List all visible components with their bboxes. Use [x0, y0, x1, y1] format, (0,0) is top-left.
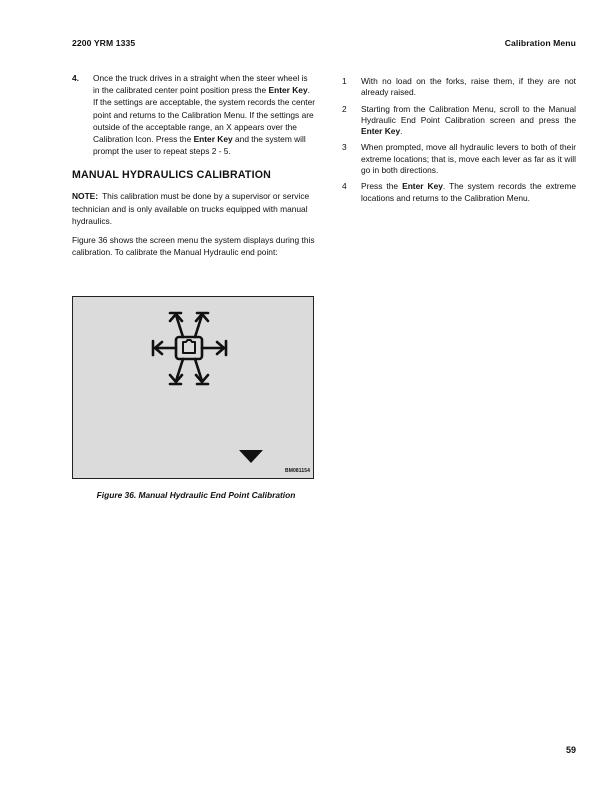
step-number: 2	[342, 103, 347, 114]
enter-key-label: Enter Key	[268, 85, 308, 96]
enter-key-label: Enter Key	[402, 181, 443, 192]
note-label: NOTE:	[72, 191, 99, 202]
figure-caption: Figure 36. Manual Hydraulic End Point Calibration	[96, 490, 296, 500]
procedure-step-2	[340, 104, 576, 138]
enter-key-label: Enter Key	[193, 134, 233, 145]
note-paragraph	[72, 190, 316, 227]
step-text: Once the truck drives in a straight when the steer wheel is in the calibrated center point position press the	[93, 73, 308, 96]
procedure-step-1	[340, 76, 576, 99]
intro-paragraph: Figure 36 shows the screen menu the system displays during this calibration. To calibrate the Manual Hydraulic end point:	[72, 235, 315, 258]
hydraulic-lever-directions-icon	[150, 309, 230, 387]
step-text: With no load on the forks, raise them, if they are not already raised.	[361, 76, 576, 98]
step-text: Starting from the Calibration Menu, scroll to the Manual Hydraulic End Point Calibration screen and press the	[361, 103, 576, 125]
note-text: This calibration must be done by a supervisor or service technician and is only available on trucks equipped with manual hydraulics.	[72, 191, 310, 226]
right-column	[340, 76, 576, 209]
step-text: . The system records the extreme locations and returns to the Calibration Menu.	[361, 181, 576, 203]
procedure-step-4	[72, 72, 316, 157]
down-triangle-icon	[239, 450, 263, 464]
enter-key-label: Enter Key	[361, 126, 401, 137]
calibration-screen-figure	[72, 296, 314, 479]
step-number: 1	[342, 76, 347, 86]
step-text: . If the settings are acceptable, the system records the center point and returns to the Calibration Menu. If the settings are outside of the acceptable range, an X appears over the Calibration Icon. Press the	[93, 85, 316, 145]
step-text: Press the	[361, 181, 403, 192]
step-text: and the system will prompt the user to repeat steps 2 - 5.	[93, 134, 306, 157]
procedure-step-3	[340, 142, 576, 176]
step-number: 3	[342, 142, 347, 153]
figure-code: BM081154	[285, 468, 310, 474]
step-number: 4	[342, 181, 347, 192]
section-title: Calibration Menu	[504, 38, 576, 48]
section-heading: MANUAL HYDRAULICS CALIBRATION	[72, 169, 272, 182]
step-text: .	[400, 126, 403, 137]
procedure-step-4-right	[340, 181, 576, 204]
left-column	[72, 72, 316, 258]
step-text: When prompted, move all hydraulic levers to both of their extreme locations; that is, move each lever as far as it will go in both directions.	[361, 142, 576, 176]
document-id: 2200 YRM 1335	[72, 38, 136, 48]
step-number: 4.	[72, 73, 79, 83]
page-number: 59	[565, 745, 576, 755]
